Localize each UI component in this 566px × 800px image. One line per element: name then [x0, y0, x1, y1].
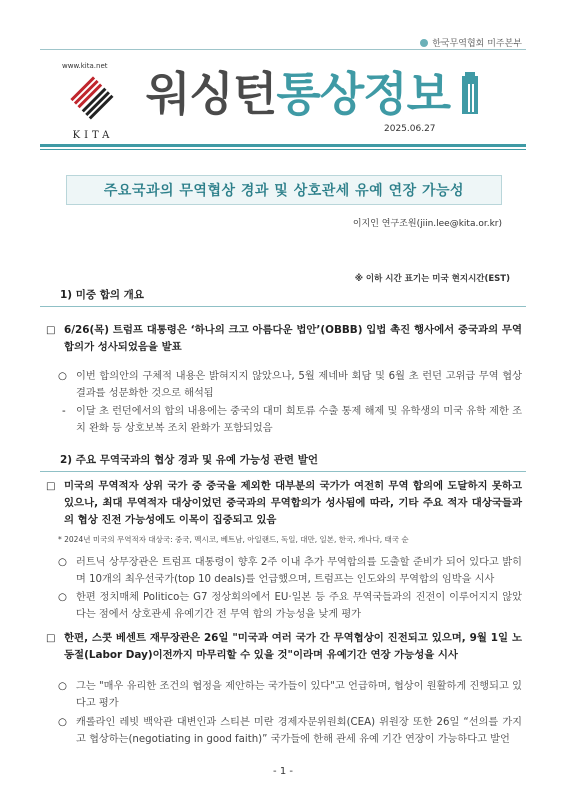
section-heading: 2) 주요 무역국과의 협상 경과 및 유예 가능성 관련 발언	[40, 452, 526, 472]
item-text: 한편 정치매체 Politico는 G7 정상회의에서 EU·일본 등 주요 무역국들과의 진전이 이루어지지 않았다는 점에서 상호관세 유예기간 전 무역 합의 가능성을 낮게 평가	[76, 592, 522, 620]
page-number: - 1 -	[273, 766, 293, 777]
org-label	[420, 36, 522, 49]
header-divider-thick	[40, 144, 526, 147]
list-item	[46, 630, 522, 664]
author-line: 이지인 연구조원(jiin.lee@kita.or.kr)	[352, 219, 502, 229]
list-item	[46, 322, 522, 356]
section-heading: 1) 미중 합의 개요	[40, 287, 526, 307]
asterisk-icon: *	[58, 535, 62, 544]
circle-bullet-icon: ○	[58, 717, 67, 728]
capitol-building-icon	[462, 72, 478, 114]
footnote	[58, 534, 409, 545]
list-item	[58, 678, 522, 712]
brand-dark-text: 워싱턴	[146, 67, 277, 121]
circle-bullet-icon: ○	[58, 681, 67, 692]
list-item	[58, 714, 522, 748]
item-text: 한편, 스콧 베센트 재무장관은 26일 "미국과 여러 국가 간 무역협상이 진전되고 있으며, 9월 1일 노동절(Labor Day)이전까지 마무리할 수 있을 것"이라며 유예기간 연장 가능성을 시사	[64, 632, 522, 661]
header-divider-top	[40, 49, 526, 50]
report-title: 주요국과의 무역협상 경과 및 상호관세 유예 연장 가능성	[103, 183, 465, 199]
circle-bullet-icon: ○	[58, 557, 67, 568]
circle-bullet-icon	[420, 39, 428, 47]
list-item	[58, 368, 522, 402]
item-text: 캐롤라인 레빗 백악관 대변인과 스티븐 미란 경제자문위원회(CEA) 위원장 또한 26일 “선의를 가지고 협상하는(negotiating in good faith)” 국가들에 한해 관세 유예 기간 연장이 가능하다고 발언	[76, 717, 522, 745]
item-text: 그는 "매우 유리한 조건의 협정을 제안하는 국가들이 있다"고 언급하며, 협상이 원활하게 진행되고 있다고 평가	[76, 681, 522, 709]
footnote-text: 2024년 미국의 무역적자 대상국: 중국, 멕시코, 베트남, 아일랜드, 독일, 대만, 일본, 한국, 캐나다, 태국 순	[64, 535, 409, 544]
brand-teal-text: 통상정보	[276, 67, 451, 121]
item-text: 6/26(목) 트럼프 대통령은 ‘하나의 크고 아름다운 법안’(OBBB) 입법 촉진 행사에서 중국과의 무역합의가 성사되었음을 발표	[64, 324, 522, 353]
item-text: 러트닉 상무장관은 트럼프 대통령이 향후 2주 이내 추가 무역합의를 도출할 준비가 되어 있다고 밝히며 10개의 최우선국가(top 10 deals)를 언급했으며, 트럼프는 인도와의 무역합의 임박을 시사	[76, 557, 522, 585]
org-name: 한국무역협회 미주본부	[432, 39, 522, 49]
header-divider-thin	[40, 149, 526, 150]
publication-date: 2025.06.27	[384, 124, 436, 134]
logo-wordmark: KITA	[72, 130, 114, 141]
kita-emblem-icon	[68, 74, 118, 124]
list-item	[58, 589, 522, 623]
list-item	[62, 403, 522, 437]
item-text: 이달 초 런던에서의 합의 내용에는 중국의 대미 희토류 수출 통제 해제 및 유학생의 미국 유학 제한 조치 완화 등 상호보복 조치 완화가 포함되었음	[76, 406, 522, 434]
item-text: 미국의 무역적자 상위 국가 중 중국을 제외한 대부분의 국가가 여전히 무역 합의에 도달하지 못하고 있으나, 최대 무역적자 대상이었던 중국과의 무역합의가 성사됨에 따라, 기타 주요 적자 대상국들과의 협상 진전 가능성에도 이목이 집중되고 있음	[64, 480, 522, 526]
circle-bullet-icon: ○	[58, 592, 67, 603]
dash-bullet-icon: -	[62, 406, 66, 417]
square-bullet-icon: □	[46, 481, 56, 492]
time-note: ※ 이하 시간 표기는 미국 현지시간(EST)	[354, 274, 510, 284]
kita-logo	[58, 62, 128, 141]
circle-bullet-icon: ○	[58, 371, 67, 382]
item-text: 이번 합의안의 구체적 내용은 밝혀지지 않았으나, 5월 제네바 회담 및 6월 초 런던 고위급 무역 협상 결과를 성문화한 것으로 해석됨	[76, 371, 522, 399]
site-url[interactable]: www.kita.net	[62, 62, 108, 70]
publication-title	[146, 66, 450, 122]
list-item	[58, 554, 522, 588]
list-item	[46, 478, 522, 529]
square-bullet-icon: □	[46, 633, 56, 644]
report-title-box	[66, 175, 502, 205]
square-bullet-icon: □	[46, 325, 56, 336]
